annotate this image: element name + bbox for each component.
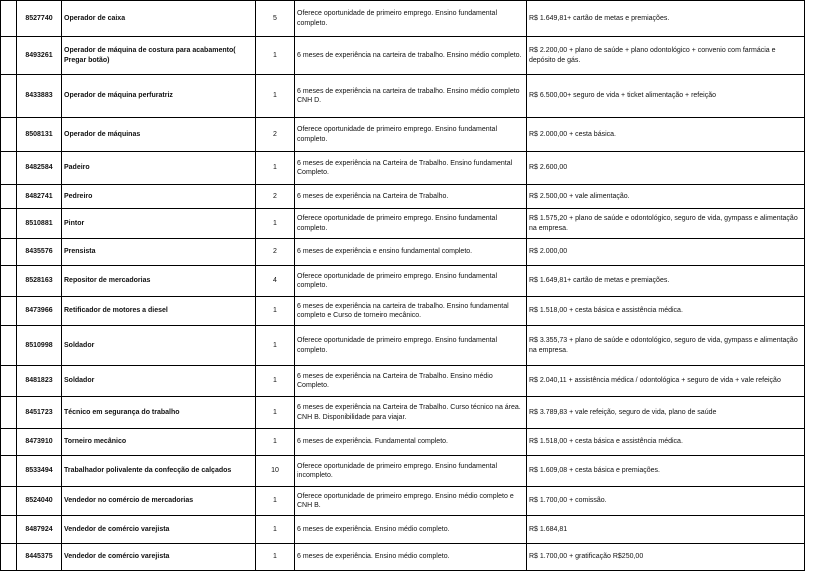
job-salary: R$ 1.649,81+ cartão de metas e premiações. [527,266,805,297]
job-requirements: 6 meses de experiência. Ensino médio completo. [295,516,527,544]
job-code: 8508131 [17,118,62,152]
vacancy-count: 1 [256,429,295,456]
table-row [1,297,805,326]
vacancy-count: 1 [256,544,295,571]
job-title: Pedreiro [62,185,256,209]
job-title: Padeiro [62,152,256,185]
table-row [1,366,805,397]
job-requirements: Oferece oportunidade de primeiro emprego. Ensino fundamental completo. [295,209,527,239]
job-code: 8533494 [17,456,62,487]
job-title: Soldador [62,326,256,366]
table-row [1,1,805,37]
job-requirements: 6 meses de experiência na Carteira de Trabalho. Ensino médio Completo. [295,366,527,397]
vacancy-count: 4 [256,266,295,297]
job-code: 8527740 [17,1,62,37]
job-code: 8433883 [17,75,62,118]
job-code: 8473910 [17,429,62,456]
job-salary: R$ 2.000,00 + cesta básica. [527,118,805,152]
job-requirements: 6 meses de experiência na carteira de trabalho. Ensino médio completo CNH D. [295,75,527,118]
job-salary: R$ 2.000,00 [527,239,805,266]
table-row [1,516,805,544]
blank-cell [1,456,17,487]
job-listings-body [1,1,805,571]
job-code: 8510881 [17,209,62,239]
table-row [1,397,805,429]
job-salary: R$ 1.518,00 + cesta básica e assistência médica. [527,429,805,456]
job-title: Vendedor de comércio varejista [62,516,256,544]
table-row [1,152,805,185]
blank-cell [1,185,17,209]
job-title: Operador de máquina de costura para acabamento( Pregar botão) [62,37,256,75]
job-salary: R$ 1.575,20 + plano de saúde e odontológico, seguro de vida, gympass e alimentação na empresa. [527,209,805,239]
job-requirements: 6 meses de experiência na Carteira de Trabalho. Ensino fundamental Completo. [295,152,527,185]
vacancy-count: 1 [256,516,295,544]
job-title: Operador de máquinas [62,118,256,152]
job-title: Vendedor de comércio varejista [62,544,256,571]
vacancy-count: 2 [256,118,295,152]
job-code: 8510998 [17,326,62,366]
table-row [1,37,805,75]
job-requirements: Oferece oportunidade de primeiro emprego. Ensino fundamental incompleto. [295,456,527,487]
job-title: Vendedor no comércio de mercadorias [62,487,256,516]
vacancy-count: 1 [256,297,295,326]
vacancy-count: 1 [256,37,295,75]
vacancy-count: 1 [256,75,295,118]
blank-cell [1,75,17,118]
job-title: Técnico em segurança do trabalho [62,397,256,429]
table-row [1,209,805,239]
job-salary: R$ 3.355,73 + plano de saúde e odontológico, seguro de vida, gympass e alimentação na empresa. [527,326,805,366]
vacancy-count: 1 [256,366,295,397]
job-salary: R$ 2.500,00 + vale alimentação. [527,185,805,209]
job-title: Repositor de mercadorias [62,266,256,297]
table-row [1,75,805,118]
job-code: 8481823 [17,366,62,397]
job-salary: R$ 2.040,11 + assistência médica / odontológica + seguro de vida + vale refeição [527,366,805,397]
table-row [1,429,805,456]
vacancy-count: 2 [256,239,295,266]
job-title: Retificador de motores a diesel [62,297,256,326]
blank-cell [1,37,17,75]
job-requirements: Oferece oportunidade de primeiro emprego. Ensino médio completo e CNH B. [295,487,527,516]
job-salary: R$ 1.700,00 + gratificação R$250,00 [527,544,805,571]
job-code: 8445375 [17,544,62,571]
blank-cell [1,297,17,326]
job-title: Prensista [62,239,256,266]
job-requirements: 6 meses de experiência na Carteira de Trabalho. [295,185,527,209]
job-salary: R$ 3.789,83 + vale refeição, seguro de vida, plano de saúde [527,397,805,429]
job-code: 8482584 [17,152,62,185]
job-code: 8528163 [17,266,62,297]
table-row [1,239,805,266]
job-requirements: 6 meses de experiência. Fundamental completo. [295,429,527,456]
job-code: 8473966 [17,297,62,326]
vacancy-count: 1 [256,397,295,429]
blank-cell [1,397,17,429]
table-row [1,544,805,571]
vacancy-count: 10 [256,456,295,487]
blank-cell [1,544,17,571]
job-requirements: 6 meses de experiência e ensino fundamental completo. [295,239,527,266]
job-title: Soldador [62,366,256,397]
blank-cell [1,118,17,152]
job-salary: R$ 1.649,81+ cartão de metas e premiações. [527,1,805,37]
job-requirements: Oferece oportunidade de primeiro emprego. Ensino fundamental completo. [295,1,527,37]
blank-cell [1,487,17,516]
table-row [1,118,805,152]
job-salary: R$ 1.700,00 + comissão. [527,487,805,516]
blank-cell [1,152,17,185]
blank-cell [1,366,17,397]
job-requirements: Oferece oportunidade de primeiro emprego. Ensino fundamental completo. [295,326,527,366]
job-salary: R$ 1.684,81 [527,516,805,544]
job-title: Torneiro mecânico [62,429,256,456]
blank-cell [1,209,17,239]
job-requirements: 6 meses de experiência. Ensino médio completo. [295,544,527,571]
job-requirements: 6 meses de experiência na carteira de trabalho. Ensino fundamental completo e Curso de torneiro mecânico. [295,297,527,326]
job-code: 8524040 [17,487,62,516]
job-salary: R$ 2.600,00 [527,152,805,185]
table-row [1,326,805,366]
table-row [1,487,805,516]
job-title: Operador de caixa [62,1,256,37]
table-row [1,185,805,209]
job-salary: R$ 2.200,00 + plano de saúde + plano odontológico + convenio com farmácia e depósito de gás. [527,37,805,75]
job-code: 8482741 [17,185,62,209]
job-requirements: 6 meses de experiência na carteira de trabalho. Ensino médio completo. [295,37,527,75]
vacancy-count: 1 [256,152,295,185]
blank-cell [1,429,17,456]
job-salary: R$ 1.518,00 + cesta básica e assistência médica. [527,297,805,326]
job-code: 8435576 [17,239,62,266]
job-requirements: Oferece oportunidade de primeiro emprego. Ensino fundamental completo. [295,266,527,297]
table-row [1,266,805,297]
job-code: 8487924 [17,516,62,544]
job-title: Operador de máquina perfuratriz [62,75,256,118]
vacancy-count: 1 [256,326,295,366]
job-title: Trabalhador polivalente da confecção de calçados [62,456,256,487]
job-code: 8493261 [17,37,62,75]
blank-cell [1,1,17,37]
table-row [1,456,805,487]
blank-cell [1,266,17,297]
job-salary: R$ 1.609,08 + cesta básica e premiações. [527,456,805,487]
vacancy-count: 1 [256,487,295,516]
job-code: 8451723 [17,397,62,429]
vacancy-count: 1 [256,209,295,239]
job-requirements: Oferece oportunidade de primeiro emprego. Ensino fundamental completo. [295,118,527,152]
blank-cell [1,326,17,366]
job-title: Pintor [62,209,256,239]
job-requirements: 6 meses de experiência na Carteira de Trabalho. Curso técnico na área. CNH B. Disponibilidade para viajar. [295,397,527,429]
vacancy-count: 5 [256,1,295,37]
blank-cell [1,516,17,544]
blank-cell [1,239,17,266]
vacancy-count: 2 [256,185,295,209]
job-salary: R$ 6.500,00+ seguro de vida + ticket alimentação + refeição [527,75,805,118]
